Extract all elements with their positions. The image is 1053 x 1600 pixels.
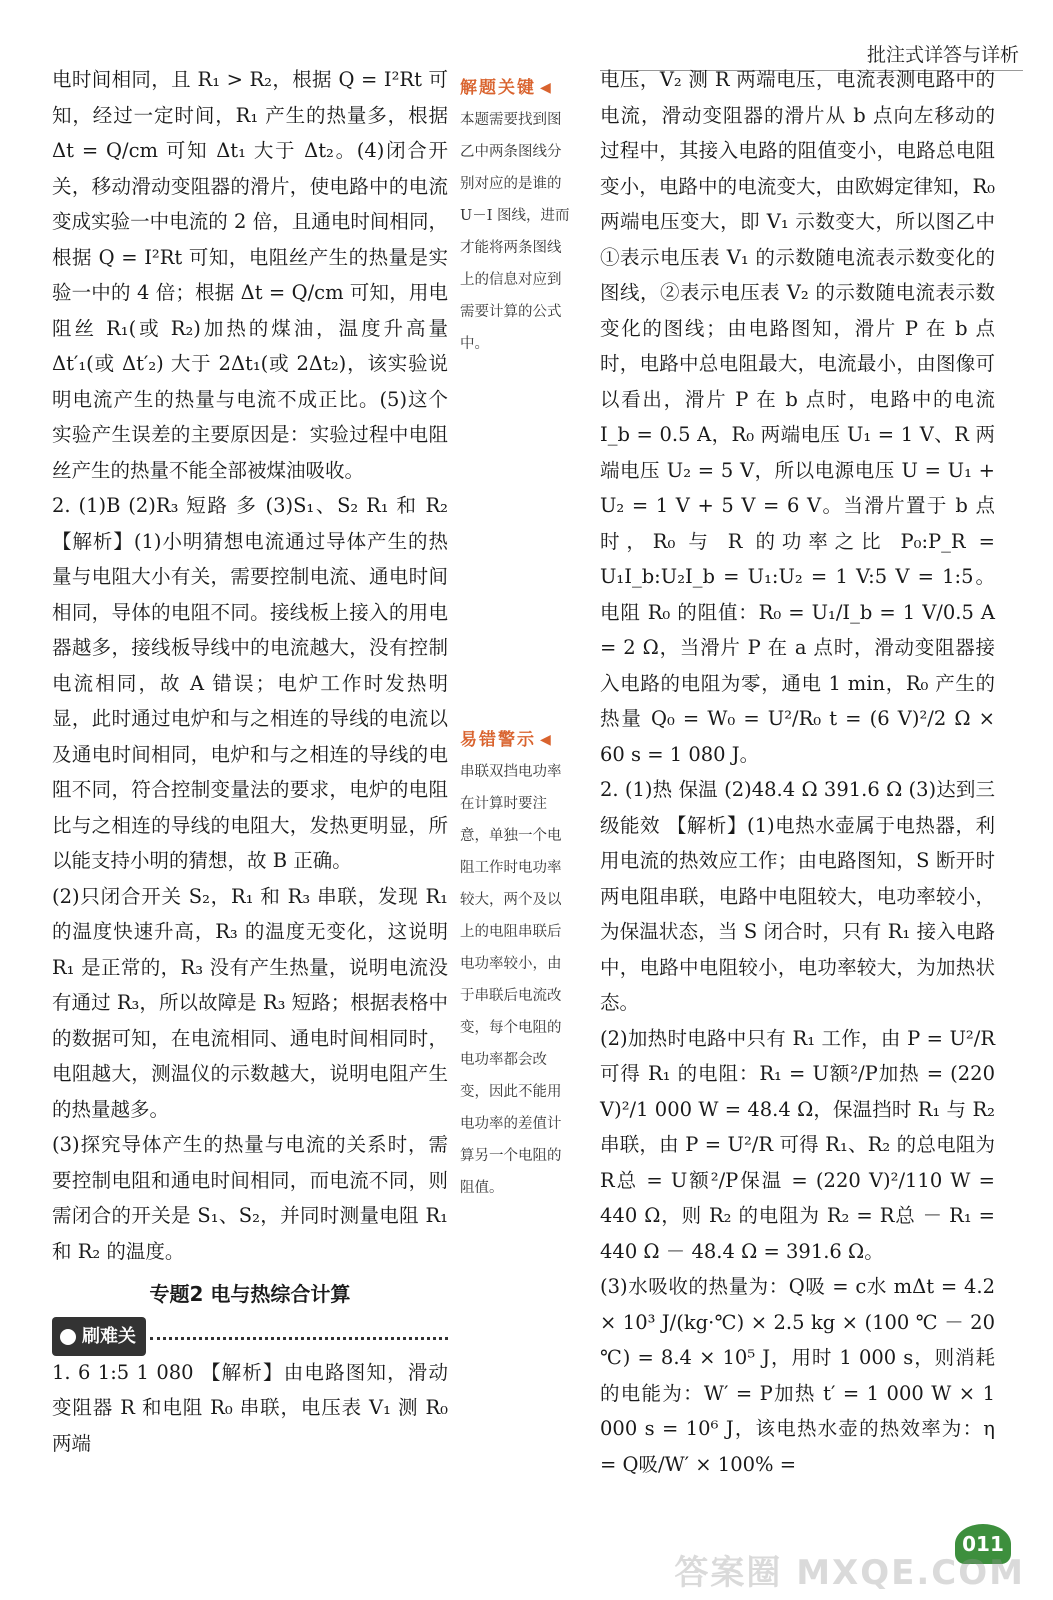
left-paragraph-2: 2. (1)B (2)R₃ 短路 多 (3)S₁、S₂ R₁ 和 R₂ 【解析】(1)小明猜想电流通过导体产生的热量与电阻大小有关，需要控制电流、通电时间相同，导体的电阻不同。接线板上接入的用电器越多，接线板导线中的电流越大，没有控制电流相同，故 A 错误；电炉工作时发热明显，此时通过电炉和与之相连的导线的电流以及通电时间相同，电炉和与之相连的导线的电阻不同，符合控制变量法的要求，电炉的电阻比与之相连的导线的电阻大，发热更明显，所以能支持小明的猜想，故 B 正确。 [52,494,448,872]
badge-row [52,1319,448,1355]
right-paragraph-2: 2. (1)热 保温 (2)48.4 Ω 391.6 Ω (3)达到三级能效 【解析】(1)电热水壶属于电热器，利用电流的热效应工作；由电路图知，S 断开时两电阻串联，电路中电阻较大，电功率较小，为保温状态，当 S 闭合时，只有 R₁ 接入电路中，电路中电阻较小，电功率较大，为加热状态。 [600,778,995,1014]
margin-note-body: 串联双挡电功率在计算时要注意，单独一个电阻工作时电功率较大，两个及以上的电阻串联后电功率较小，由于串联后电流改变，每个电阻的电功率都会改变，因此不能用电功率的差值计算另一个电阻的阻值。 [460,764,562,1196]
arrow-left-icon: ◀ [540,80,553,96]
margin-note-warning [460,724,570,1204]
left-question-1: 1. 6 1:5 1 080 【解析】由电路图知，滑动变阻器 R 和电阻 R₀ 串联，电压表 V₁ 测 R₀ 两端 [52,1360,448,1455]
left-paragraph-3: (2)只闭合开关 S₂，R₁ 和 R₃ 串联，发现 R₁ 的温度快速升高，R₃ 的温度无变化，这说明 R₁ 是正常的，R₃ 没有产生热量，说明电流没有通过 R₃，所以故障是 R₃ 短路；根据表格中的数据可知，在电流相同、通电时间相同时，电阻越大，测温仪的示数越大，说明电阻产生的热量越多。 [52,884,448,1121]
page-number: 011 [955,1524,1011,1564]
right-paragraph-4: (3)水吸收的热量为：Q吸 = c水 mΔt = 4.2 × 10³ J/(kg·℃) × 2.5 kg × (100 ℃ － 20 ℃) = 8.4 × 10⁵ J，用时 1 000 s，则消耗的电能为：W′ = P加热 t′ = 1 000 W × 1 000 s = 10⁶ J，该电热水壶的热效率为：η = Q吸/W′ × 100% = [600,1275,995,1476]
left-paragraph-4: (3)探究导体产生的热量与电流的关系时，需要控制电阻和通电时间相同，而电流不同，则需闭合的开关是 S₁、S₂，并同时测量电阻 R₁ 和 R₂ 的温度。 [52,1133,448,1263]
margin-note-title: 易错警示 ◀ [460,724,570,756]
section-badge [52,1317,146,1357]
page-header-title: 批注式详答与详析 [866,44,1019,66]
badge-icon [60,1329,76,1345]
section-title: 专题2 电与热综合计算 [149,1282,351,1306]
badge-label: 刷难关 [82,1325,136,1347]
dotted-divider [150,1337,448,1340]
margin-note-body: 本题需要找到图乙中两条图线分别对应的是谁的 U－I 图线，进而才能将两条图线上的信息对应到需要计算的公式中。 [460,112,570,352]
watermark: 答案圈 MXQE.COM [674,1553,1025,1593]
right-paragraph-3: (2)加热时电路中只有 R₁ 工作，由 P = U²/R 可得 R₁ 的电阻：R₁ = U额²/P加热 = (220 V)²/1 000 W = 48.4 Ω，保温挡时 R₁ 与 R₂ 串联，由 P = U²/R 可得 R₁、R₂ 的总电阻为 R总 = U额²/P保温 = (220 V)²/110 W = 440 Ω，则 R₂ 的电阻为 R₂ = R总 － R₁ = 440 Ω － 48.4 Ω = 391.6 Ω。 [600,1026,995,1263]
right-column [600,62,995,1482]
left-column [52,62,448,1461]
margin-note-title: 解题关键 ◀ [460,72,570,104]
left-paragraph-1: 电时间相同，且 R₁ > R₂，根据 Q = I²Rt 可知，经过一定时间，R₁ 产生的热量多，根据 Δt = Q/cm 可知 Δt₁ 大于 Δt₂。(4)闭合开关，移动滑动变阻器的滑片，使电路中的电流变成实验一中电流的 2 倍，且通电时间相同，根据 Q = I²Rt 可知，电阻丝产生的热量是实验一中的 4 倍；根据 Δt = Q/cm 可知，用电阻丝 R₁(或 R₂)加热的煤油，温度升高量 Δt′₁(或 Δt′₂) 大于 2Δt₁(或 2Δt₂)，该实验说明电流产生的热量与电流不成正比。(5)这个实验产生误差的主要原因是：实验过程中电阻丝产生的热量不能全部被煤油吸收。 [52,68,448,482]
right-paragraph-1: 电压，V₂ 测 R 两端电压，电流表测电路中的电流，滑动变阻器的滑片从 b 点向左移动的过程中，其接入电路的阻值变小，电路总电阻变小，电路中的电流变大，由欧姆定律知，R₀ 两端电压变大，即 V₁ 示数变大，所以图乙中①表示电压表 V₁ 的示数随电流表示数变化的图线，②表示电压表 V₂ 的示数随电流表示数变化的图线；由电路图知，滑片 P 在 b 点时，电路中总电阻最大，电流最小，由图像可以看出，滑片 P 在 b 点时，电路中的电流 I_b = 0.5 A，R₀ 两端电压 U₁ = 1 V、R 两端电压 U₂ = 5 V，所以电源电压 U = U₁ + U₂ = 1 V + 5 V = 6 V。当滑片置于 b 点时，R₀ 与 R 的功率之比 P₀:P_R = U₁I_b:U₂I_b = U₁:U₂ = 1 V:5 V = 1:5。电阻 R₀ 的阻值：R₀ = U₁/I_b = 1 V/0.5 A = 2 Ω，当滑片 P 在 a 点时，滑动变阻器接入电路的电阻为零，通电 1 min，R₀ 产生的热量 Q₀ = W₀ = U²/R₀ t = (6 V)²/2 Ω × 60 s = 1 080 J。 [600,68,995,766]
arrow-left-icon: ◀ [540,732,553,748]
margin-note-key [460,72,570,360]
